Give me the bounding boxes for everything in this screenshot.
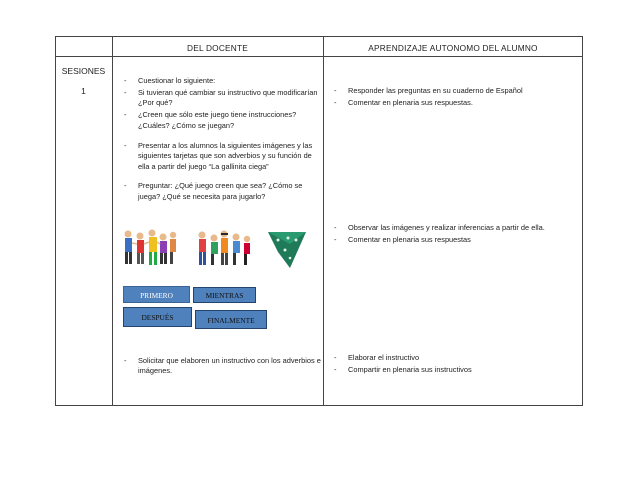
list-item: - Comentar en plenaria sus respuestas. [330,98,580,108]
list-item: - Elaborar el instructivo [330,353,580,363]
alumno-block-2 [330,223,580,247]
adverb-card-mientras: MIENTRAS [193,287,256,303]
list-item: - Cuestionar lo siguiente: [120,76,323,86]
list-item: - ¿Creen que sólo este juego tiene instrucciones? ¿Cuáles? ¿Cómo se juegan? [120,110,323,131]
list-item: - Comentar en plenaria sus respuestas [330,235,580,245]
list-item: - Observar las imágenes y realizar inferencias a partir de ella. [330,223,580,233]
column-divider-2 [323,36,324,406]
list-item: - Compartir en plenaria sus instructivos [330,365,580,375]
adverb-card-primero: PRIMERO [123,286,190,303]
list-item: - Solicitar que elaboren un instructivo con los adverbios e imágenes. [120,356,323,377]
children-game-illustration [125,230,177,266]
list-item: - Si tuvieran qué cambiar su instructivo que modificarían ¿Por qué? [120,88,323,109]
green-bandana-illustration [268,232,306,268]
sesiones-label: SESIONES [61,66,106,76]
list-item: - Preguntar: ¿Qué juego creen que sea? ¿Cómo se juega? ¿Qué se necesita para jugarlo? [120,181,323,202]
docente-block-3 [120,356,323,378]
alumno-block-3 [330,353,580,377]
children-blindfold-game-illustration [199,231,251,266]
header-alumno: APRENDIZAJE AUTONOMO DEL ALUMNO [368,43,538,53]
game-illustrations [120,228,315,276]
docente-block-1 [120,76,323,133]
header-docente: DEL DOCENTE [187,43,248,53]
header-divider [55,56,583,57]
docente-block-2 [120,141,323,204]
list-item: - Presentar a los alumnos la siguientes imágenes y las siguientes tarjetas que son adverbios y su función de ella a partir del juego “La gallinita ciega” [120,141,323,172]
alumno-block-1 [330,86,580,110]
list-item: - Responder las preguntas en su cuaderno de Español [330,86,580,96]
adverb-card-despues: DESPUÉS [123,307,192,327]
session-number: 1 [81,86,86,96]
column-divider-1 [112,36,113,406]
adverb-card-finalmente: FINALMENTE [195,310,267,329]
